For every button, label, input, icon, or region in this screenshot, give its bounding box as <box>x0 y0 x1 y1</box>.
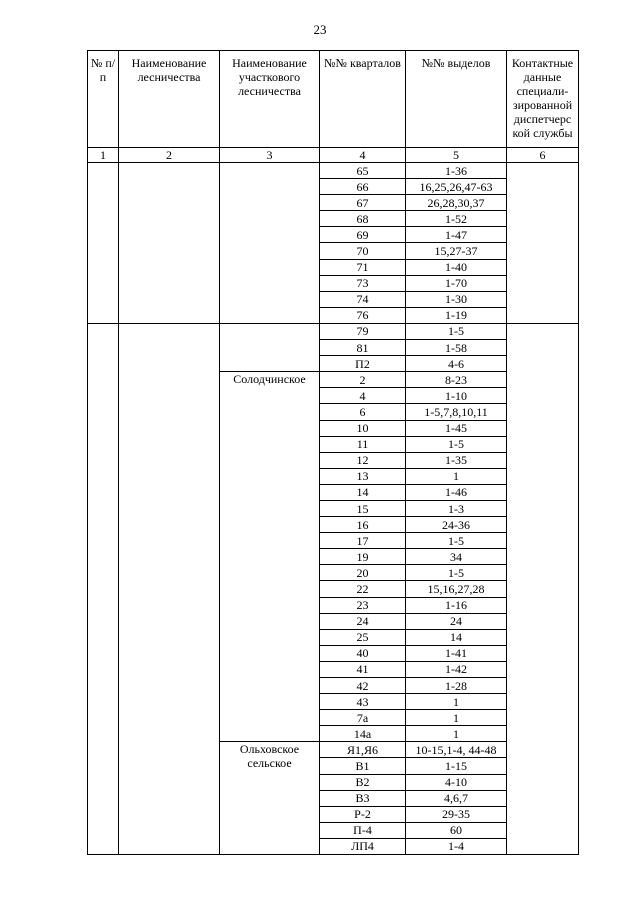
quarter-cell: 25 <box>320 629 406 645</box>
allotment-cell: 15,16,27,28 <box>406 581 507 597</box>
allotment-cell: 34 <box>406 549 507 565</box>
quarter-cell: 76 <box>320 307 406 323</box>
allotment-cell: 1-36 <box>406 163 507 179</box>
allotment-cell: 10-15,1-4, 44-48 <box>406 742 507 758</box>
allotment-cell: 1-52 <box>406 211 507 227</box>
allotment-cell: 1-35 <box>406 452 507 468</box>
quarter-cell: 22 <box>320 581 406 597</box>
quarter-cell: ЛП4 <box>320 838 406 854</box>
quarter-cell: В3 <box>320 790 406 806</box>
allotment-cell: 15,27-37 <box>406 243 507 259</box>
allotment-cell: 4,6,7 <box>406 790 507 806</box>
quarter-cell: 69 <box>320 227 406 243</box>
header-district-forestry: Наименование участкового лесничества <box>220 51 320 148</box>
column-number-row <box>88 148 579 163</box>
allotment-cell: 1-5 <box>406 323 507 339</box>
quarter-cell: 19 <box>320 549 406 565</box>
quarter-cell: 10 <box>320 420 406 436</box>
header-number: № п/п <box>88 51 119 148</box>
allotment-cell: 14 <box>406 629 507 645</box>
contacts-cell <box>507 163 579 324</box>
allotment-cell: 1-47 <box>406 227 507 243</box>
quarter-cell: 41 <box>320 661 406 677</box>
quarter-cell: 67 <box>320 195 406 211</box>
column-number: 3 <box>220 148 320 163</box>
allotment-cell: 1-5,7,8,10,11 <box>406 404 507 420</box>
district-cell <box>220 163 320 324</box>
allotment-cell: 29-35 <box>406 806 507 822</box>
quarter-cell: 23 <box>320 597 406 613</box>
quarter-cell: 71 <box>320 259 406 275</box>
allotment-cell: 1 <box>406 710 507 726</box>
allotment-cell: 1-42 <box>406 661 507 677</box>
allotment-cell: 1-15 <box>406 758 507 774</box>
quarter-cell: 11 <box>320 436 406 452</box>
allotment-cell: 1-41 <box>406 645 507 661</box>
quarter-cell: 13 <box>320 468 406 484</box>
quarter-cell: 24 <box>320 613 406 629</box>
quarter-cell: 81 <box>320 340 406 356</box>
quarter-cell: 20 <box>320 565 406 581</box>
allotment-cell: 24 <box>406 613 507 629</box>
quarter-cell: 43 <box>320 694 406 710</box>
column-number: 5 <box>406 148 507 163</box>
quarter-cell: 12 <box>320 452 406 468</box>
header-quarters: №№ кварталов <box>320 51 406 148</box>
header-row <box>88 51 579 148</box>
allotment-cell: 4-6 <box>406 356 507 372</box>
district-name-solodchinskoe: Солодчинское <box>220 372 320 742</box>
quarter-cell: 16 <box>320 517 406 533</box>
allotment-cell: 1-5 <box>406 565 507 581</box>
quarter-cell: 4 <box>320 388 406 404</box>
contacts-cell <box>507 323 579 854</box>
allotment-cell: 1-30 <box>406 291 507 307</box>
allotment-cell: 4-10 <box>406 774 507 790</box>
quarter-cell: 14 <box>320 484 406 500</box>
allotment-cell: 26,28,30,37 <box>406 195 507 211</box>
header-allotments: №№ выделов <box>406 51 507 148</box>
quarter-cell: 6 <box>320 404 406 420</box>
number-cell <box>88 323 119 854</box>
number-cell <box>88 163 119 324</box>
allotment-cell: 1-5 <box>406 436 507 452</box>
quarter-cell: 7а <box>320 710 406 726</box>
allotment-cell: 1-3 <box>406 500 507 516</box>
allotment-cell: 1-45 <box>406 420 507 436</box>
quarter-cell: 42 <box>320 678 406 694</box>
allotment-cell: 24-36 <box>406 517 507 533</box>
table-row <box>88 323 579 339</box>
page-number: 23 <box>313 22 327 37</box>
quarter-cell: 66 <box>320 179 406 195</box>
district-cell <box>220 323 320 371</box>
quarter-cell: 73 <box>320 275 406 291</box>
quarter-cell: В2 <box>320 774 406 790</box>
quarter-cell: Я1,Я6 <box>320 742 406 758</box>
allotment-cell: 1-16 <box>406 597 507 613</box>
quarter-cell: П-4 <box>320 822 406 838</box>
allotment-cell: 1-4 <box>406 838 507 854</box>
forestry-table <box>87 50 579 855</box>
allotment-cell: 1 <box>406 468 507 484</box>
district-name-olkhovskoe: Ольховское сельское <box>220 742 320 855</box>
allotment-cell: 16,25,26,47-63 <box>406 179 507 195</box>
forestry-cell <box>119 323 220 854</box>
quarter-cell: В1 <box>320 758 406 774</box>
column-number: 4 <box>320 148 406 163</box>
allotment-cell: 60 <box>406 822 507 838</box>
allotment-cell: 1 <box>406 694 507 710</box>
quarter-cell: 70 <box>320 243 406 259</box>
allotment-cell: 1-5 <box>406 533 507 549</box>
allotment-cell: 1-10 <box>406 388 507 404</box>
quarter-cell: 79 <box>320 323 406 339</box>
allotment-cell: 1-46 <box>406 484 507 500</box>
quarter-cell: П2 <box>320 356 406 372</box>
column-number: 1 <box>88 148 119 163</box>
header-forestry: Наименование лесничества <box>119 51 220 148</box>
quarter-cell: 15 <box>320 500 406 516</box>
quarter-cell: Р-2 <box>320 806 406 822</box>
quarter-cell: 65 <box>320 163 406 179</box>
header-contacts: Контактные данные специали-зированной диспетчерс кой службы <box>507 51 579 148</box>
allotment-cell: 1-70 <box>406 275 507 291</box>
quarter-cell: 68 <box>320 211 406 227</box>
quarter-cell: 14а <box>320 726 406 742</box>
quarter-cell: 17 <box>320 533 406 549</box>
allotment-cell: 1-58 <box>406 340 507 356</box>
allotment-cell: 1 <box>406 726 507 742</box>
quarter-cell: 74 <box>320 291 406 307</box>
table-row <box>88 163 579 179</box>
column-number: 6 <box>507 148 579 163</box>
allotment-cell: 1-28 <box>406 678 507 694</box>
allotment-cell: 1-40 <box>406 259 507 275</box>
forestry-cell <box>119 163 220 324</box>
allotment-cell: 8-23 <box>406 372 507 388</box>
allotment-cell: 1-19 <box>406 307 507 323</box>
quarter-cell: 2 <box>320 372 406 388</box>
quarter-cell: 40 <box>320 645 406 661</box>
column-number: 2 <box>119 148 220 163</box>
